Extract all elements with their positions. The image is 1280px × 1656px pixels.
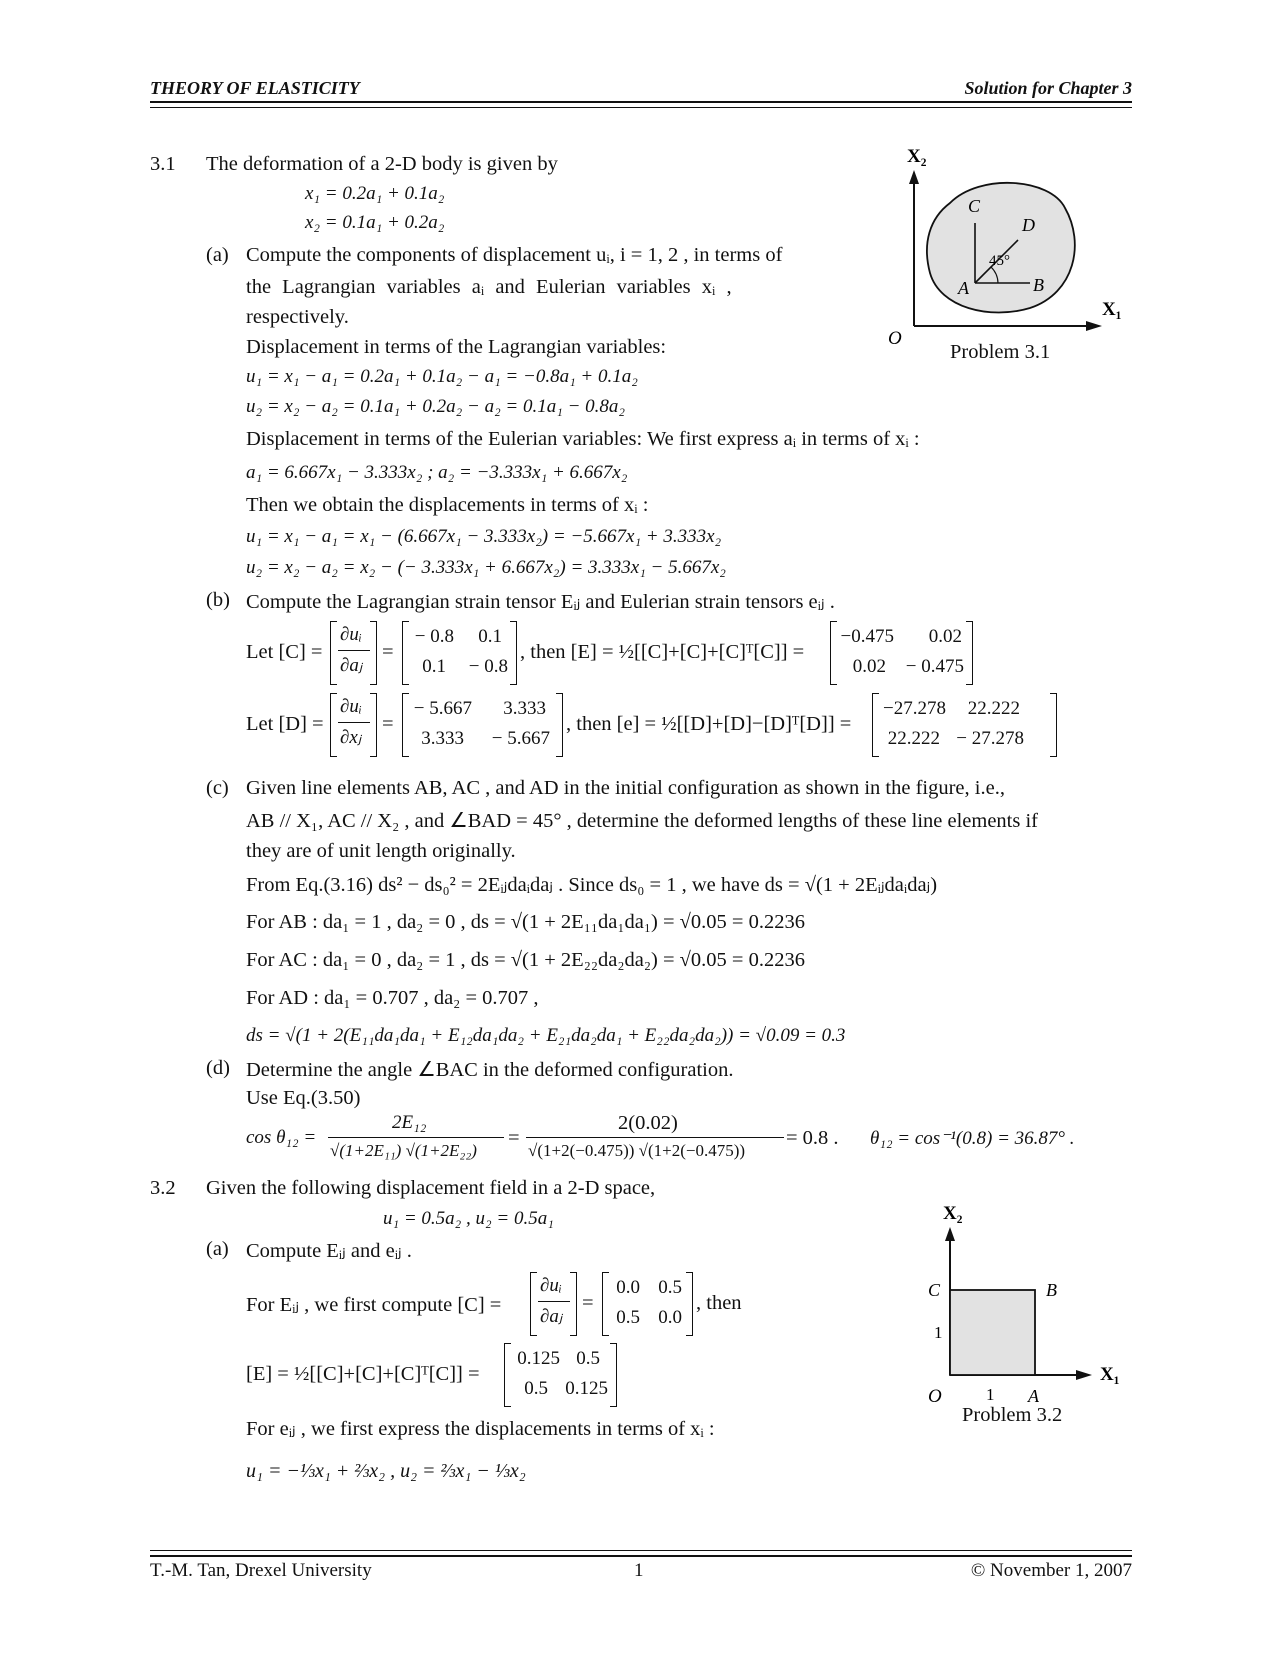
matrix-cell: 0.5 (658, 1277, 682, 1298)
point-label-d: D (1022, 215, 1035, 235)
problem-number: 3.2 (150, 1177, 176, 1199)
bracket-left (402, 621, 409, 685)
text-line: Determine the angle ∠BAC in the deformed configuration. (246, 1059, 734, 1081)
matrix-cell: 0.02 (852, 656, 886, 677)
text-line: Compute the components of displacement uᵢ, i = 1, 2 , in terms of (246, 244, 783, 266)
bracket-left (330, 693, 337, 757)
tick-label-one: 1 (934, 1323, 943, 1342)
text-line: For Eᵢⱼ , we first compute [C] = (246, 1294, 502, 1316)
equation: For AC : da₁ = 0 , da₂ = 1 , ds = √(1 + 2E₂₂da₂da₂) = √0.05 = 0.2236 (246, 949, 805, 971)
axis-label-x2: X₂ (907, 148, 927, 167)
matrix-cell: −0.475 (840, 626, 894, 647)
bracket-left (530, 1272, 537, 1336)
fraction-bar (526, 1137, 784, 1138)
matrix-cell: − 0.8 (414, 626, 454, 647)
problem-intro: The deformation of a 2-D body is given by (206, 153, 558, 175)
text-line: For eᵢⱼ , we first express the displacements in terms of xᵢ : (246, 1418, 715, 1440)
text-line: Let [D] = (246, 713, 324, 735)
equation: u₁ = −⅓x₁ + ⅔x₂ , u₂ = ⅔x₁ − ⅓x₂ (246, 1460, 526, 1482)
text-line: , then (696, 1292, 742, 1314)
fraction-denominator: √(1+2E₁₁) √(1+2E₂₂) (330, 1141, 477, 1160)
text-line: , then [E] = ½[[C]+[C]+[C]ᵀ[C]] = (520, 641, 805, 663)
bracket-right (370, 693, 377, 757)
bracket-right (1050, 693, 1057, 757)
fraction-denominator: ∂aⱼ (340, 655, 363, 676)
text-line: Let [C] = (246, 641, 323, 663)
arrow-right-icon (1076, 1370, 1092, 1380)
axis-label-x1: X₁ (1102, 299, 1122, 320)
fraction-bar (328, 1137, 504, 1138)
point-label-a: A (958, 278, 969, 298)
text-line: Then we obtain the displacements in terms of xᵢ : (246, 494, 649, 516)
text-line: the Lagrangian variables aᵢ and Eulerian variables xᵢ , (246, 276, 732, 298)
header-title: THEORY OF ELASTICITY (150, 78, 360, 98)
matrix-cell: 0.125 (517, 1348, 560, 1369)
arrow-up-icon (909, 170, 919, 184)
text-line: Compute Eᵢⱼ and eᵢⱼ . (246, 1240, 412, 1262)
text-line: respectively. (246, 306, 349, 328)
equation: u₂ = x₂ − a₂ = 0.1a₁ + 0.2a₂ − a₂ = 0.1a₁ − 0.8a₂ (246, 396, 626, 417)
text-line: = (382, 713, 394, 735)
text-line: Use Eq.(3.50) (246, 1087, 361, 1109)
matrix-cell: 22.222 (967, 698, 1020, 719)
footer-author: T.-M. Tan, Drexel University (150, 1560, 372, 1581)
point-label-c: C (928, 1280, 941, 1300)
header-rule (150, 101, 1132, 108)
arrow-up-icon (945, 1227, 955, 1241)
fraction-bar (338, 650, 370, 651)
equation: u₁ = 0.5a₂ , u₂ = 0.5a₁ (383, 1208, 554, 1229)
matrix-cell: 22.222 (887, 728, 940, 749)
fraction-bar (338, 722, 370, 723)
bracket-right (610, 1343, 617, 1407)
text-line: Given line elements AB, AC , and AD in the initial configuration as shown in the figure, i.e., (246, 777, 1005, 799)
bracket-right (510, 621, 517, 685)
fraction-bar (538, 1301, 570, 1302)
equation: ds = √(1 + 2(E₁₁da₁da₁ + E₁₂da₁da₂ + E₂₁da₂da₁ + E₂₂da₂da₂)) = √0.09 = 0.3 (246, 1025, 846, 1046)
equation: For AB : da₁ = 1 , da₂ = 0 , ds = √(1 + 2E₁₁da₁da₁) = √0.05 = 0.2236 (246, 911, 805, 933)
point-label-b: B (1033, 275, 1044, 295)
matrix-cell: 0.0 (658, 1307, 682, 1328)
text-line: = (582, 1292, 594, 1314)
part-label: (d) (206, 1057, 230, 1079)
matrix-cell: 0.125 (565, 1378, 608, 1399)
matrix-cell: 0.0 (616, 1277, 640, 1298)
fraction-numerator: 2(0.02) (618, 1112, 678, 1134)
equation: u₁ = x₁ − a₁ = x₁ − (6.667x₁ − 3.333x₂) = −5.667x₁ + 3.333x₂ (246, 526, 722, 547)
equation: For AD : da₁ = 0.707 , da₂ = 0.707 , (246, 987, 539, 1009)
figure-caption: Problem 3.2 (962, 1404, 1063, 1426)
equation: [E] = ½[[C]+[C]+[C]ᵀ[C]] = (246, 1363, 480, 1385)
matrix-cell: − 5.667 (491, 728, 550, 749)
bracket-left (330, 621, 337, 685)
page-header (150, 78, 1132, 100)
point-label-c: C (968, 196, 981, 216)
bracket-right (556, 693, 563, 757)
matrix-cell: 0.1 (478, 626, 502, 647)
fraction-numerator: ∂uᵢ (540, 1275, 562, 1296)
part-label: (a) (206, 244, 229, 266)
arrow-right-icon (1086, 321, 1102, 331)
text-line: , then [e] = ½[[D]+[D]−[D]ᵀ[D]] = (566, 713, 852, 735)
header-chapter: Solution for Chapter 3 (964, 78, 1132, 98)
bracket-right (570, 1272, 577, 1336)
matrix-cell: 0.5 (576, 1348, 600, 1369)
matrix-cell: 0.1 (422, 656, 446, 677)
footer-rule (150, 1550, 1132, 1557)
bracket-right (966, 621, 973, 685)
unit-square (950, 1290, 1035, 1375)
fraction-denominator: ∂aⱼ (540, 1306, 563, 1327)
equation: From Eq.(3.16) ds² − ds₀² = 2Eᵢⱼdaᵢdaⱼ . Since ds₀ = 1 , we have ds = √(1 + 2Eᵢⱼdaᵢdaⱼ) (246, 874, 938, 896)
equation: cos θ₁₂ = (246, 1127, 317, 1148)
matrix-cell: 0.02 (928, 626, 962, 647)
text-line: they are of unit length originally. (246, 840, 516, 862)
origin-label: O (928, 1386, 942, 1407)
origin-label: O (888, 328, 902, 349)
text-line: Compute the Lagrangian strain tensor Eᵢⱼ and Eulerian strain tensors eᵢⱼ . (246, 591, 835, 613)
page-number: 1 (634, 1560, 644, 1581)
axis-label-x2: X₂ (943, 1205, 963, 1224)
bracket-right (370, 621, 377, 685)
body-outline (927, 183, 1075, 313)
fraction-numerator: ∂uᵢ (340, 696, 362, 717)
part-label: (a) (206, 1238, 229, 1260)
matrix-cell: − 5.667 (413, 698, 472, 719)
axis-label-x1: X₁ (1100, 1364, 1120, 1385)
text-line: Displacement in terms of the Lagrangian variables: (246, 336, 667, 358)
text-line: = 0.8 . (786, 1127, 839, 1149)
fraction-numerator: ∂uᵢ (340, 624, 362, 645)
angle-label: 45° (989, 253, 1010, 269)
equation: a₁ = 6.667x₁ − 3.333x₂ ; a₂ = −3.333x₁ + 6.667x₂ (246, 462, 628, 483)
equation: u₁ = x₁ − a₁ = 0.2a₁ + 0.1a₂ − a₁ = −0.8a₁ + 0.1a₂ (246, 366, 638, 387)
matrix-cell: −27.278 (883, 698, 946, 719)
matrix-cell: 3.333 (421, 728, 464, 749)
fraction-denominator: √(1+2(−0.475)) √(1+2(−0.475)) (528, 1141, 746, 1160)
part-label: (b) (206, 589, 230, 611)
fraction-denominator: ∂xⱼ (340, 727, 362, 748)
problem-number: 3.1 (150, 153, 176, 175)
equation: x₁ = 0.2a₁ + 0.1a₂ (305, 183, 445, 204)
tick-label-one: 1 (986, 1385, 995, 1404)
text-line: AB // X₁, AC // X₂ , and ∠BAD = 45° , determine the deformed lengths of these line elements if (246, 810, 1038, 832)
equation: x₂ = 0.1a₁ + 0.2a₂ (305, 212, 445, 233)
text-line: = (508, 1127, 520, 1149)
point-label-a: A (1028, 1386, 1039, 1406)
matrix-cell: − 0.8 (468, 656, 508, 677)
matrix-cell: 0.5 (616, 1307, 640, 1328)
matrix-cell: 3.333 (503, 698, 546, 719)
text-line: = (382, 641, 394, 663)
bracket-right (686, 1272, 693, 1336)
equation: u₂ = x₂ − a₂ = x₂ − (− 3.333x₁ + 6.667x₂) = 3.333x₁ − 5.667x₂ (246, 557, 726, 578)
text-line: Displacement in terms of the Eulerian variables: We first express aᵢ in terms of xᵢ : (246, 428, 920, 450)
matrix-cell: − 27.278 (956, 728, 1024, 749)
point-label-b: B (1046, 1280, 1057, 1300)
footer-date: © November 1, 2007 (970, 1560, 1132, 1581)
equation: θ₁₂ = cos⁻¹(0.8) = 36.87° . (870, 1128, 1075, 1149)
figure-problem-3-2 (900, 1205, 1140, 1435)
fraction-numerator: 2E₁₂ (392, 1112, 427, 1133)
matrix-cell: 0.5 (524, 1378, 548, 1399)
problem-intro: Given the following displacement field in a 2-D space, (206, 1177, 656, 1199)
part-label: (c) (206, 777, 229, 799)
matrix-cell: − 0.475 (905, 656, 964, 677)
figure-caption: Problem 3.1 (950, 341, 1051, 363)
